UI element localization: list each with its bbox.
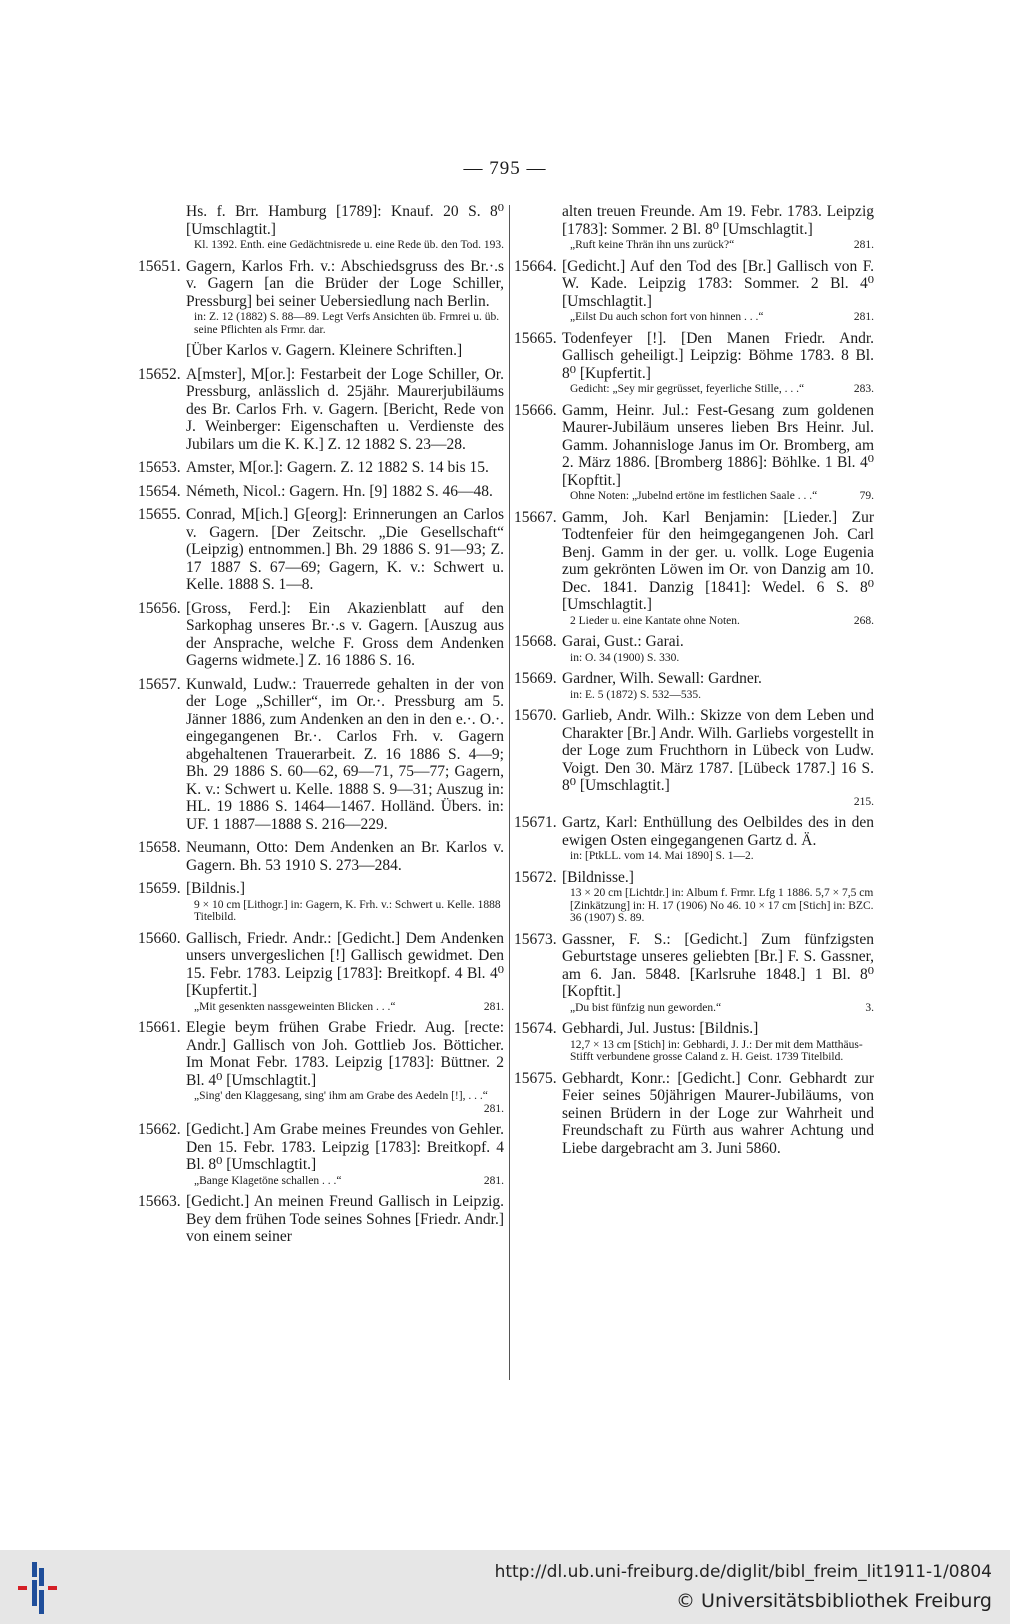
bibliography-entry — [138, 342, 504, 360]
bibliography-entry — [138, 1193, 504, 1246]
entry-text: Gagern, Karlos Frh. v.: Abschiedsgruss des Br.·.s v. Gagern [an die Brüder der Loge Schiller, Pressburg] bei seiner Uebersiedlung nach Berlin. — [186, 257, 504, 310]
entry-note — [186, 311, 504, 336]
entry-reference-number: 79. — [859, 490, 874, 502]
entry-note-text: „Sing' den Klaggesang, sing' ihm am Grabe des Aedeln [!], . . .“ — [194, 1090, 488, 1102]
page-number: — 795 — — [463, 158, 547, 179]
entry-note — [562, 615, 874, 628]
entry-reference-number: 193. — [483, 239, 504, 251]
bibliography-entry — [514, 869, 874, 925]
entry-number: 15673. — [514, 930, 557, 948]
entry-number: 15675. — [514, 1069, 557, 1087]
entry-text: A[mster], M[or.]: Festarbeit der Loge Schiller, Or. Pressburg, anlässlich d. 25jähr. Maurerjubiläums des Br. Carlos Frh. v. Gagern. [Bericht, Rede von J. Weinberger: Eigenschaften u. Verdienste des Jubilars um die K. K.] Z. 12 1882 S. 23—28. — [186, 365, 504, 453]
entry-text: Conrad, M[ich.] G[eorg]: Erinnerungen an Carlos v. Gagern. [Der Zeitschr. „Die Gesellschaft“ (Leipzig) entnommen.] Bh. 29 1886 S. 91—93; Z. 17 1887 S. 67—69; Gagern, K. v.: Schwert u. Kelle. 1888 S. 1—8. — [186, 506, 504, 593]
entry-reference-number: 283. — [853, 383, 874, 395]
entry-number: 15672. — [514, 868, 557, 886]
entry-note-text: in: O. 34 (1900) S. 330. — [570, 651, 680, 664]
bibliography-entry — [138, 506, 504, 594]
entry-number: 15664. — [514, 257, 557, 275]
entry-reference-number: 268. — [853, 614, 874, 627]
bibliography-entry — [138, 483, 504, 501]
entry-note — [186, 1090, 504, 1115]
entry-number: 15667. — [514, 508, 557, 526]
entry-text: Gartz, Karl: Enthüllung des Oelbildes des in den ewigen Osten eingegangenen Gartz d. Ä. — [562, 814, 874, 849]
entry-number: 15662. — [138, 1121, 181, 1138]
bibliography-entry — [138, 880, 504, 924]
entry-text: Gallisch, Friedr. Andr.: [Gedicht.] Dem Andenken unsers unvergeslichen [!] Gallisch gewidmet. Den 15. Febr. 1783. Leipzig [1783]: Breitkopf. 4 Bl. 4⁰ [Kupfertit.] — [186, 929, 504, 999]
bibliography-entry — [514, 814, 874, 863]
bibliography-entry — [514, 509, 874, 628]
entry-number: 15652. — [138, 365, 181, 383]
entry-text: Garai, Gust.: Garai. — [562, 633, 684, 650]
entry-text: Gardner, Wilh. Sewall: Gardner. — [562, 670, 762, 687]
entry-note-text: in: E. 5 (1872) S. 532—535. — [570, 688, 701, 701]
entry-note-text: Kl. 1392. Enth. eine Gedächtnisrede u. eine Rede üb. den Tod. — [194, 239, 482, 251]
entry-number: 15658. — [138, 839, 181, 856]
entry-reference-number: 3. — [865, 1001, 874, 1014]
entry-number: 15657. — [138, 675, 181, 693]
entry-reference-number: 281. — [853, 239, 874, 251]
entry-note — [562, 239, 874, 252]
entry-note-text: „Mit gesenkten nassgeweinten Blicken . . .“ — [194, 1000, 396, 1013]
entry-note — [562, 1039, 874, 1064]
entry-text: [Gedicht.] Auf den Tod des [Br.] Gallisch von F. W. Kade. Leipzig 1783: Sommer. 2 Bl. 4⁰ [Umschlagtit.] — [562, 257, 874, 310]
entry-text: [Bildnisse.] — [562, 868, 634, 886]
entry-note-text: in: [PtkLL. vom 14. Mai 1890] S. 1—2. — [570, 850, 754, 862]
entry-number: 15665. — [514, 329, 557, 347]
entry-reference-number: 281. — [853, 311, 874, 323]
entry-reference-number: 281. — [483, 1000, 504, 1013]
entry-number: 15666. — [514, 401, 557, 419]
bibliography-entry — [514, 330, 874, 396]
bibliography-entry — [514, 931, 874, 1015]
ub-freiburg-logo-icon — [12, 1562, 64, 1614]
entry-number: 15653. — [138, 459, 181, 476]
entry-text: [Gross, Ferd.]: Ein Akazienblatt auf den Sarkophag unseres Br.·.s v. Gagern. [Auszug aus der Ansprache, welche F. Gross dem Andenken Gagerns widmete.] Z. 16 1886 S. 16. — [186, 599, 504, 669]
entry-text: Németh, Nicol.: Gagern. Hn. [9] 1882 S. 46—48. — [186, 482, 493, 500]
bibliography-entry — [514, 1020, 874, 1064]
entry-note-text: Gedicht: „Sey mir gegrüsset, feyerliche Stille, . . .“ — [570, 383, 805, 395]
entry-text: Gebhardt, Konr.: [Gedicht.] Conr. Gebhardt zur Feier seines 50jährigen Maurer-Jubiläums, von seinen Brüdern in der Loge zur Wahrheit und Freundschaft zu Fürth aus wahrer Achtung und Liebe dargebracht am 3. Juni 5860. — [562, 1069, 874, 1157]
bibliography-entry — [514, 1070, 874, 1158]
entry-text: Gassner, F. S.: [Gedicht.] Zum fünfzigsten Geburtstage unseres geliebten [Br.] F. S. Gassner, am 6. Jan. 5848. [Karlsruhe 1848.] 1 Bl. 8⁰ [Kopftit.] — [562, 930, 874, 1000]
copyright-notice: © Universitätsbibliothek Freiburg — [676, 1590, 992, 1612]
entry-text: [Gedicht.] An meinen Freund Gallisch in Leipzig. Bey dem frühen Tode seines Sohnes [Friedr. Andr.] von einem seiner — [186, 1193, 504, 1245]
bibliography-entry — [514, 670, 874, 701]
entry-text: Neumann, Otto: Dem Andenken an Br. Karlos v. Gagern. Bh. 53 1910 S. 273—284. — [186, 839, 504, 874]
entry-text: Amster, M[or.]: Gagern. Z. 12 1882 S. 14 bis 15. — [186, 459, 489, 476]
bibliography-entry — [138, 676, 504, 834]
entry-note — [186, 899, 504, 924]
bibliography-entry — [514, 402, 874, 503]
entry-note-text: „Eilst Du auch schon fort von hinnen . . .“ — [570, 311, 764, 323]
entry-note — [562, 887, 874, 925]
entry-text: [Über Karlos v. Gagern. Kleinere Schriften.] — [186, 342, 463, 359]
bibliography-entry — [138, 930, 504, 1014]
entry-text: Garlieb, Andr. Wilh.: Skizze von dem Leben und Charakter [Br.] Andr. Wilh. Garliebs vorgestellt in der Loge zum Fruchthorn in Lübeck von Ludw. Voigt. Den 30. März 1787. [Lübeck 1787.] 16 S. 8⁰ [Umschlagtit.] — [562, 707, 874, 794]
entry-text: [Gedicht.] Am Grabe meines Freundes von Gehler. Den 15. Febr. 1783. Leipzig [1783]: Breitkopf. 4 Bl. 8⁰ [Umschlagtit.] — [186, 1121, 504, 1173]
entry-number: 15656. — [138, 599, 181, 617]
bibliography-entry — [138, 839, 504, 874]
entry-note — [562, 311, 874, 324]
entry-note-text: „Du bist fünfzig nun geworden.“ — [570, 1001, 722, 1014]
bibliography-entry — [514, 203, 874, 252]
entry-reference-number: 281. — [483, 1174, 504, 1187]
bibliography-entry — [514, 707, 874, 808]
entry-note-text: 2 Lieder u. eine Kantate ohne Noten. — [570, 614, 740, 627]
bibliography-entry — [138, 459, 504, 477]
entry-note — [562, 383, 874, 396]
entry-number: 15661. — [138, 1019, 181, 1036]
bibliography-entry — [514, 633, 874, 664]
entry-text: Todenfeyer [!]. [Den Manen Friedr. Andr. Gallisch geheiligt.] Leipzig: Böhme 1783. 8 Bl. 8⁰ [Kupfertit.] — [562, 329, 874, 382]
entry-note-text: Ohne Noten: „Jubelnd ertöne im festlichen Saale . . .“ — [570, 490, 818, 502]
bibliography-entry — [138, 1121, 504, 1187]
bibliography-entry — [138, 366, 504, 454]
entry-text: Kunwald, Ludw.: Trauerrede gehalten in der von der Loge „Schiller“, im Or.·. Pressburg am 5. Jänner 1886, zum Andenken an den in den e.·. O.·. eingegangenen Br.·. Carlos Frh. v. Gagern abgehaltenen Trauerarbeit. Z. 16 1886 S. 4—9; Bh. 29 1886 S. 60—62, 69—71, 75—77; Gagern, K. v.: Schwert u. Kelle. 1888 S. 9—31; Auszug in: HL. 19 1886 S. 1464—1467. Holländ. Übers. in: UF. 1 1887—1888 S. 216—229. — [186, 675, 504, 833]
entry-note — [562, 689, 874, 702]
bibliography-entry — [138, 600, 504, 670]
bibliography-entry — [138, 203, 504, 252]
entry-note-text: 9 × 10 cm [Lithogr.] in: Gagern, K. Frh. v.: Schwert u. Kelle. 1888 Titelbild. — [194, 898, 501, 923]
bibliography-entry — [514, 258, 874, 324]
left-column — [138, 203, 504, 1252]
entry-text: Gamm, Heinr. Jul.: Fest-Gesang zum goldenen Maurer-Jubiläum unseres lieben Brs Heinr. Jul. Gamm. Johannisloge Janus im Or. Bromberg, am 2. März 1886. [Bromberg 1886]: Böhlke. 1 Bl. 4⁰ [Kopftit.] — [562, 401, 874, 489]
entry-number: 15654. — [138, 482, 181, 500]
column-divider — [509, 205, 510, 1380]
entry-note — [186, 239, 504, 252]
entry-note — [186, 1001, 504, 1014]
entry-note-text: in: Z. 12 (1882) S. 88—89. Legt Verfs Ansichten üb. Frmrei u. üb. seine Pflichten als Frmr. dar. — [194, 311, 500, 336]
entry-note-text: „Bange Klagetöne schallen . . .“ — [194, 1174, 342, 1187]
bibliography-entry — [138, 258, 504, 337]
entry-note — [562, 490, 874, 503]
entry-number: 15660. — [138, 929, 181, 947]
entry-number: 15671. — [514, 814, 557, 831]
entry-text: alten treuen Freunde. Am 19. Febr. 1783. Leipzig [1783]: Sommer. 2 Bl. 8⁰ [Umschlagtit.] — [562, 203, 874, 238]
entry-note — [562, 652, 874, 665]
entry-number: 15669. — [514, 670, 557, 687]
entry-text: Hs. f. Brr. Hamburg [1789]: Knauf. 20 S. 8⁰ [Umschlagtit.] — [186, 203, 504, 238]
entry-text: [Bildnis.] — [186, 880, 245, 897]
entry-text: Gamm, Joh. Karl Benjamin: [Lieder.] Zur Todtenfeier für den heimgegangenen Joh. Carl Benj. Gamm in der ger. u. vollk. Loge Eugenia zum gekrönten Löwen im Or. von Danzig am 10. Dec. 1841. Danzig [1841]: Wedel. 6 S. 8⁰ [Umschlagtit.] — [562, 508, 874, 613]
entry-number: 15659. — [138, 880, 181, 897]
entry-note — [562, 796, 874, 809]
entry-note-text: 12,7 × 13 cm [Stich] in: Gebhardi, J. J.: Der mit dem Matthäus-Stifft verbundene grosse Caland z. H. Geist. 1739 Titelbild. — [570, 1038, 863, 1063]
entry-note — [186, 1175, 504, 1188]
entry-text: Gebhardi, Jul. Justus: [Bildnis.] — [562, 1020, 759, 1037]
entry-reference-number: 215. — [853, 795, 874, 808]
right-column — [514, 203, 874, 1163]
entry-note — [562, 1002, 874, 1015]
entry-number: 15663. — [138, 1193, 181, 1210]
footer-bar — [0, 1550, 1010, 1624]
entry-number: 15655. — [138, 506, 181, 523]
entry-number: 15670. — [514, 707, 557, 724]
entry-note-text: „Ruft keine Thrän ihn uns zurück?“ — [570, 239, 735, 251]
entry-number: 15668. — [514, 633, 557, 650]
bibliography-entry — [138, 1019, 504, 1115]
entry-reference-number: 281. — [483, 1102, 504, 1115]
entry-note-text: 13 × 20 cm [Lichtdr.] in: Album f. Frmr. Lfg 1 1886. 5,7 × 7,5 cm [Zinkätzung] in: H. 17 (1906) No 46. 10 × 17 cm [Stich] in: BZC. 36 (1907) S. 89. — [570, 887, 874, 924]
entry-number: 15651. — [138, 257, 181, 275]
entry-note — [562, 850, 874, 863]
source-url-link[interactable]: http://dl.ub.uni-freiburg.de/diglit/bibl_freim_lit1911-1/0804 — [494, 1562, 992, 1582]
entry-number: 15674. — [514, 1020, 557, 1037]
entry-text: Elegie beym frühen Grabe Friedr. Aug. [recte: Andr.] Gallisch von Joh. Gottlieb Jos. Bötticher. Im Monat Febr. 1783. Leipzig [1783]: Büttner. 2 Bl. 4⁰ [Umschlagtit.] — [186, 1019, 504, 1089]
